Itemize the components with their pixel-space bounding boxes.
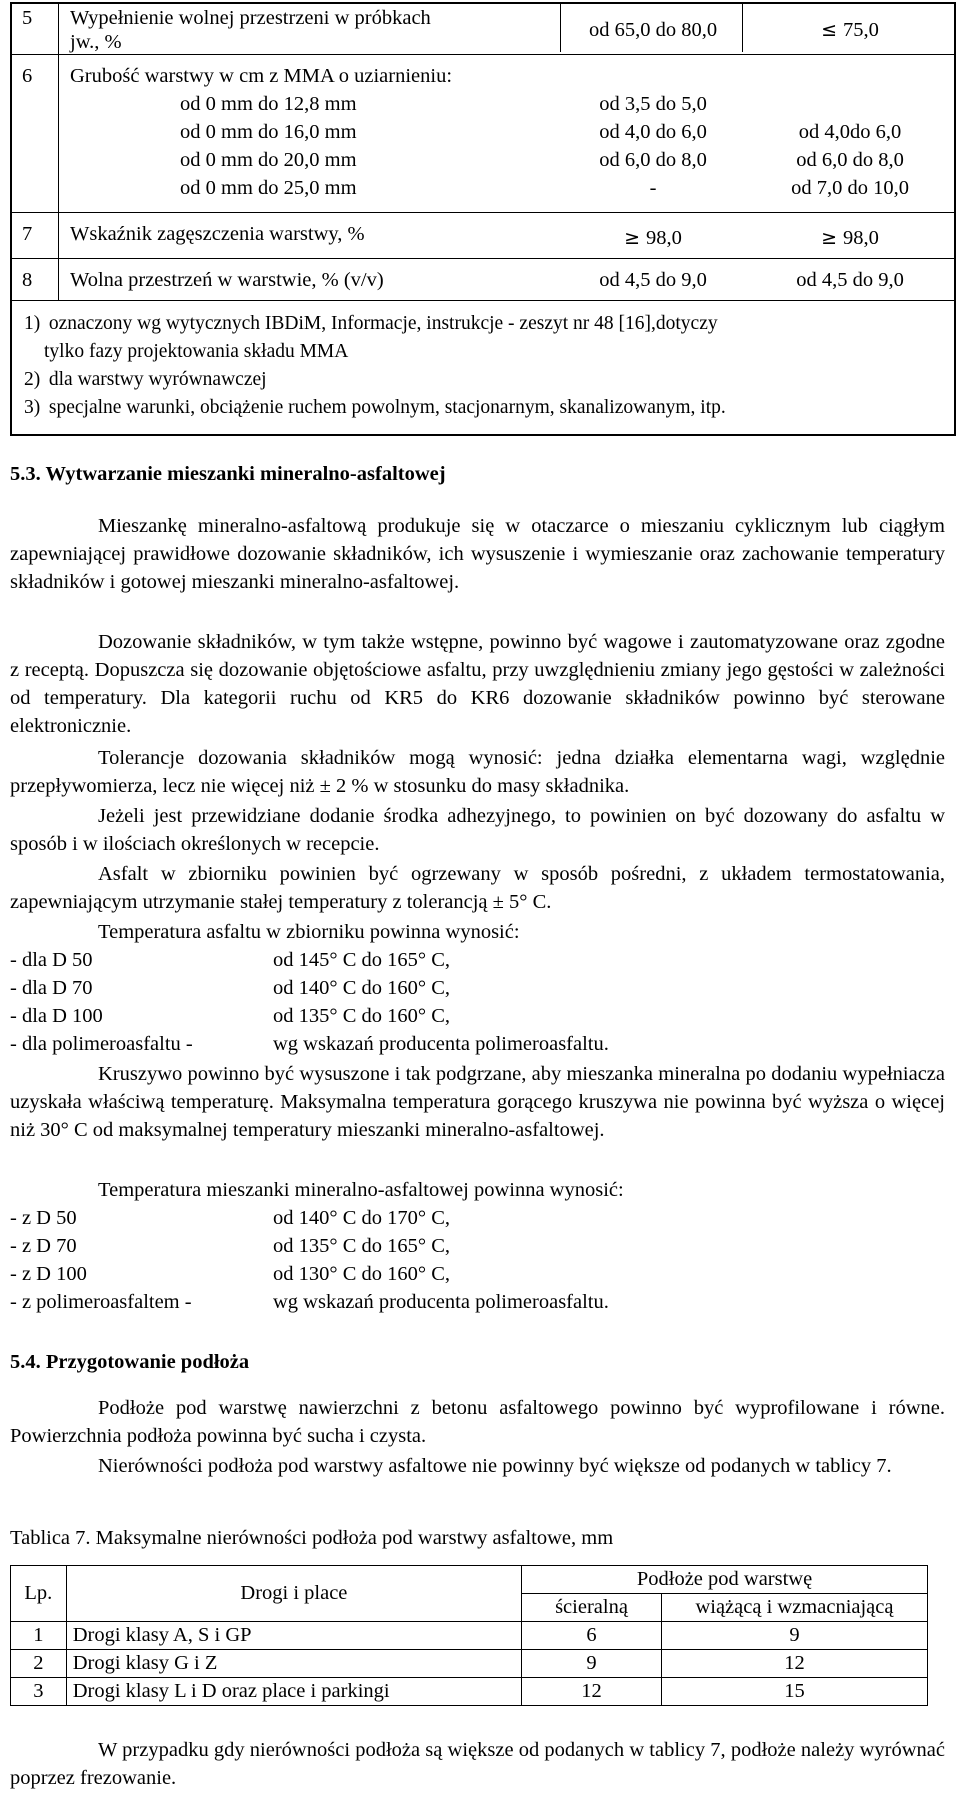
cell-lp: 2 [11,1650,67,1678]
value-special: 98,0 [843,227,879,249]
temperature-label: - dla D 100 [10,1005,103,1027]
value-mma: od 4,5 do 9,0 [599,269,707,291]
header-lp: Lp. [11,1566,67,1622]
paragraph: Kruszywo powinno być wysuszone i tak podgrzane, aby mieszanka mineralna po dodaniu wypełniacza uzyskała właściwą temperaturę. Maksymalna temperatura gorącego kruszywa nie powinna być wyższa o więcej niż 30° C od maksymalnej temperatury mieszanki mineralno-asfaltowej. [10,1063,945,1141]
cell-road: Drogi klasy A, S i GP [66,1622,521,1650]
temperature-label: - z polimeroasfaltem - [10,1291,192,1313]
value-mma: od 6,0 do 8,0 [599,149,707,171]
col-divider-desc [560,4,561,52]
cell-value: 9 [522,1650,662,1678]
row-divider [12,54,954,55]
paragraph: Temperatura mieszanki mineralno-asfaltowej powinna wynosić: [98,1179,624,1201]
row-description: od 0 mm do 20,0 mm [180,149,357,171]
cell-value: 6 [522,1622,662,1650]
footnote [24,310,954,366]
cell-value: 15 [661,1678,927,1706]
footnote-number: 1) [24,313,41,334]
footnote-text: specjalne warunki, obciążenie ruchem powolnym, stacjonarnym, skanalizowanym, itp. [48,397,726,418]
value-special: od 4,0do 6,0 [798,121,902,143]
row-description: od 0 mm do 16,0 mm [180,121,357,143]
cell-lp: 1 [11,1622,67,1650]
footnote-text: oznaczony wg wytycznych IBDiM, Informacje, instrukcje - zeszyt nr 48 [16],dotyczy [48,313,718,334]
temperature-value: od 135° C do 165° C, [273,1235,450,1257]
temperature-label: - z D 50 [10,1207,77,1229]
greater-equal-sign [821,227,843,249]
value-mma: od 4,0 do 6,0 [599,121,707,143]
paragraph: Nierówności podłoża pod warstwy asfaltowe nie powinny być większe od podanych w tablicy 7. [98,1455,892,1477]
row-divider [12,212,954,213]
table-row [11,1678,928,1706]
paragraph: W przypadku gdy nierówności podłoża są większe od podanych w tablicy 7, podłoże należy wyrównać poprzez frezowanie. [10,1739,945,1789]
row-description: Grubość warstwy w cm z MMA o uziarnieniu: [70,65,453,87]
paragraph: Temperatura asfaltu w zbiorniku powinna wynosić: [98,921,520,943]
value-special: od 7,0 do 10,0 [791,177,909,199]
header-wearing: ścieralną [522,1594,662,1622]
table-row [11,1622,928,1650]
temperature-label: - z D 100 [10,1263,87,1285]
paragraph: Dozowanie składników, w tym także wstępne, powinno być wagowe i zautomatyzowane oraz zgodne z receptą. Dopuszcza się dozowanie objętościowe asfaltu, przy uwzględnieniu zmiany jego gęstości w zależności od temperatury. Dla kategorii ruchu od KR5 do KR6 dozowanie składników powinno być sterowane elektronicznie. [10,631,945,737]
temperature-label: - dla D 50 [10,949,93,971]
requirements-table [10,2,956,436]
paragraph: Podłoże pod warstwę nawierzchni z betonu asfaltowego powinno być wyprofilowane i równe. Powierzchnia podłoża powinna być sucha i czysta. [10,1397,945,1447]
row-number: 6 [22,65,33,87]
paragraph: Mieszankę mineralno-asfaltową produkuje się w otaczarce o mieszaniu cyklicznym lub ciągłym zapewniającej prawidłowe dozowanie składników, ich wysuszenie i wymieszanie oraz zachowanie temperatury składników i gotowej mieszanki mineralno-asfaltowej. [10,515,945,593]
temperature-value: od 135° C do 160° C, [273,1005,450,1027]
temperature-value: od 140° C do 170° C, [273,1207,450,1229]
cell-value: 12 [522,1678,662,1706]
section-heading: 5.3. Wytwarzanie mieszanki mineralno-asfaltowej [10,463,446,485]
row-divider [12,258,954,259]
row-number: 8 [22,269,33,291]
cell-value: 9 [661,1622,927,1650]
row-description: Wypełnienie wolnej przestrzeni w próbkach [70,7,431,29]
footnote-number: 3) [24,397,41,418]
header-group: Podłoże pod warstwę [522,1566,928,1594]
paragraph: Tolerancje dozowania składników mogą wynosić: jedna działka elementarna wagi, względnie przepływomierza, lecz nie więcej niż ± 2 % w stosunku do masy składnika. [10,747,945,797]
cell-lp: 3 [11,1678,67,1706]
value-mma: od 65,0 do 80,0 [588,19,718,41]
greater-equal-sign [624,227,646,249]
temperature-value: od 145° C do 165° C, [273,949,450,971]
cell-road: Drogi klasy G i Z [66,1650,521,1678]
temperature-value: od 140° C do 160° C, [273,977,450,999]
value-special: od 4,5 do 9,0 [796,269,904,291]
value-special: od 6,0 do 8,0 [796,149,904,171]
header-binding: wiążącą i wzmacniającą [661,1594,927,1622]
row-number: 5 [22,7,33,29]
cell-value: 12 [661,1650,927,1678]
temperature-value: wg wskazań producenta polimeroasfaltu. [273,1291,609,1313]
footnote [24,394,954,422]
value-mma: 98,0 [646,227,682,249]
table-row [11,1650,928,1678]
value-mma: - [649,177,657,199]
less-equal-sign [821,19,843,41]
row-description: jw., % [70,31,122,53]
table-caption: Tablica 7. Maksymalne nierówności podłoża pod warstwy asfaltowe, mm [10,1527,614,1549]
temperature-label: - dla polimeroasfaltu - [10,1033,193,1055]
col-divider-values [742,4,743,52]
footnote-text: dla warstwy wyrównawczej [48,369,267,390]
col-divider-num [58,4,59,300]
row-description: Wolna przestrzeń w warstwie, % (v/v) [70,269,384,291]
unevenness-table [10,1565,928,1706]
temperature-value: wg wskazań producenta polimeroasfaltu. [273,1033,609,1055]
row-description: od 0 mm do 25,0 mm [180,177,357,199]
row-description: Wskaźnik zagęszczenia warstwy, % [70,223,365,245]
footnote [24,366,954,394]
row-number: 7 [22,223,33,245]
temperature-label: - dla D 70 [10,977,93,999]
footnote-number: 2) [24,369,41,390]
table-header-row [11,1566,928,1594]
value-special: 75,0 [843,19,879,41]
paragraph: Asfalt w zbiorniku powinien być ogrzewany w sposób pośredni, z układem termostatowania, zapewniającym utrzymanie stałej temperatury z tolerancją ± 5° C. [10,863,945,913]
paragraph: Jeżeli jest przewidziane dodanie środka adhezyjnego, to powinien on być dozowany do asfaltu w sposób i w ilościach określonych w recepcie. [10,805,945,855]
temperature-value: od 130° C do 160° C, [273,1263,450,1285]
temperature-label: - z D 70 [10,1235,77,1257]
cell-road: Drogi klasy L i D oraz place i parkingi [66,1678,521,1706]
value-mma: od 3,5 do 5,0 [599,93,707,115]
footnote-text: tylko fazy projektowania składu MMA [44,341,349,362]
header-roads: Drogi i place [66,1566,521,1622]
section-heading: 5.4. Przygotowanie podłoża [10,1351,250,1373]
row-description: od 0 mm do 12,8 mm [180,93,357,115]
row-divider [12,300,954,301]
